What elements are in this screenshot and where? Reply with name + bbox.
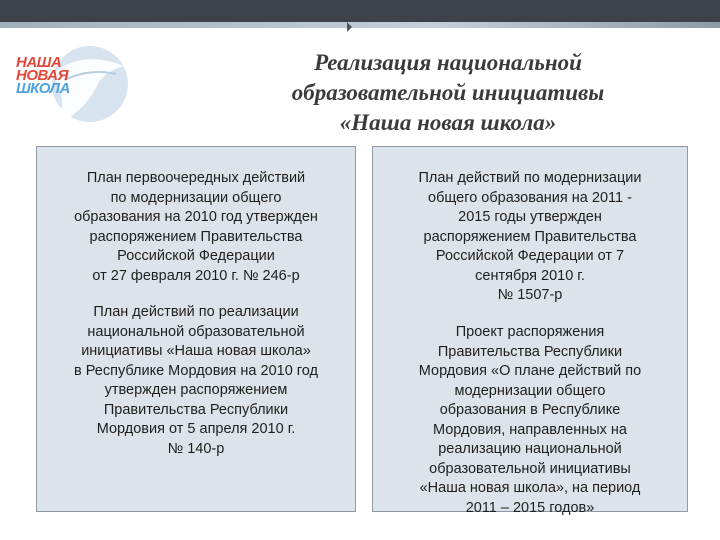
text-line: образовательной инициативы [429,460,631,477]
logo-line-3: ШКОЛА [16,80,70,97]
text-line: Российской Федерации от 7 [435,248,625,264]
school-logo [12,44,132,136]
text-line: модернизации общего [454,382,606,399]
text-line: распоряжением Правительства [423,228,637,245]
title-line-1: Реализация национальной [314,50,582,75]
text-line: от 27 февраля 2010 г. № 246-р [92,267,300,284]
text-line: № 140-р [167,440,225,457]
page-title [228,48,668,138]
text-line: № 1507-р [497,287,563,303]
text-line: образования на 2010 год утвержден [74,209,318,225]
text-line: «Наша новая школа», на период [419,480,641,496]
text-line: общего образования на 2011 - [428,189,632,206]
right-panel [372,146,688,516]
logo-line-2: НОВАЯ [16,67,69,84]
text-line: утвержден распоряжением [104,382,288,398]
title-line-3: «Наша новая школа» [339,110,557,135]
text-line: национальной образовательной [87,323,305,340]
text-line: Правительства Республики [103,401,289,418]
text-line: План действий по модернизации [418,170,642,186]
title-line-2: образовательной инициативы [291,80,605,105]
text-line: по модернизации общего [110,189,282,206]
right-paragraph-1 [373,169,687,306]
text-line: Проект распоряжения [455,324,605,340]
right-paragraph-2 [373,323,687,518]
text-line: распоряжением Правительства [89,228,303,245]
logo-line-1: НАША [16,54,62,71]
left-panel [36,146,356,512]
logo-text [16,56,70,95]
text-line: План действий по реализации [93,304,299,320]
text-line: 2011 – 2015 годов» [465,499,595,516]
text-line: инициативы «Наша новая школа» [81,343,311,359]
text-line: Правительства Республики [437,343,623,360]
left-paragraph-1 [37,169,355,286]
left-paragraph-2 [37,303,355,459]
text-line: в Республике Мордовия на 2010 год [74,362,318,379]
text-line: Мордовия, направленных на [432,421,627,438]
top-bar-accent [0,22,720,28]
text-line: Мордовия «О плане действий по [418,363,642,379]
text-line: 2015 годы утвержден [458,209,602,225]
top-bar [0,0,720,22]
text-line: реализацию национальной [438,441,622,457]
text-line: образования в Республике [439,402,621,418]
slide-marker [347,22,352,32]
text-line: План первоочередных действий [86,170,306,186]
text-line: Мордовия от 5 апреля 2010 г. [96,421,296,437]
text-line: Российской Федерации [117,248,275,264]
text-line: сентября 2010 г. [475,267,585,284]
